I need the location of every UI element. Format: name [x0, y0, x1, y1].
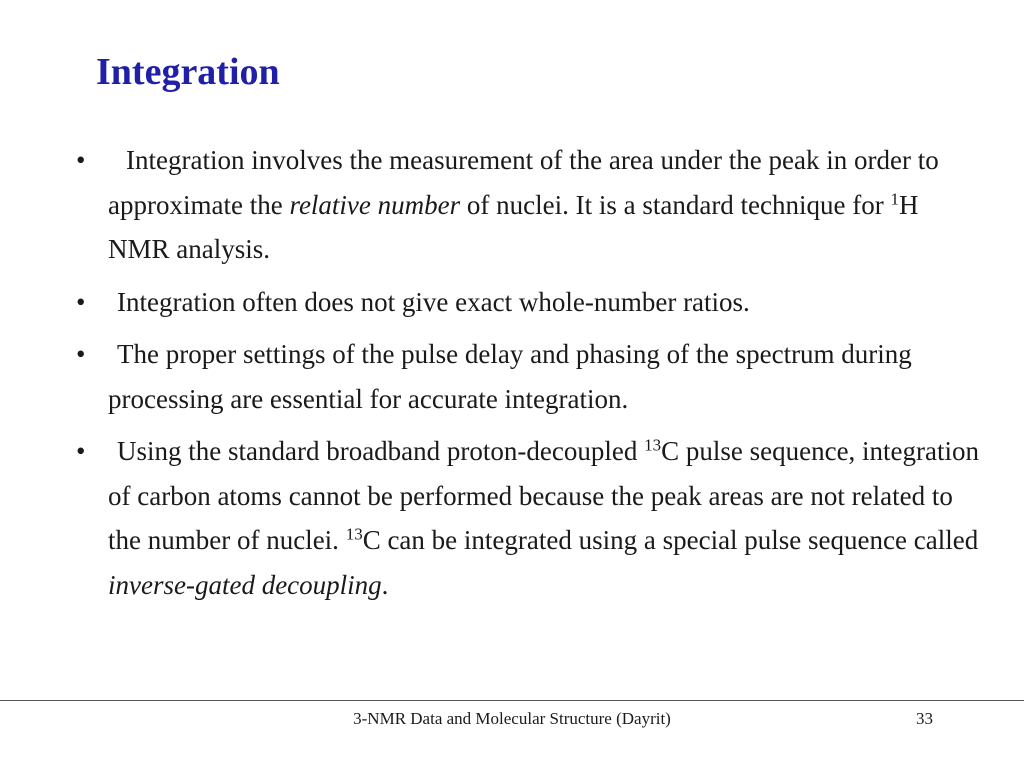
footer-text: 3-NMR Data and Molecular Structure (Dayrit)	[353, 709, 671, 728]
bullet-text: H NMR analysis.	[108, 189, 919, 264]
bullet-text: C can be integrated using a special pulse sequence called	[362, 525, 979, 555]
slide-title: Integration	[96, 51, 280, 93]
bullet-text: of nuclei. It is a standard technique for	[460, 189, 891, 220]
emphasis-text: inverse-gated decoupling	[108, 569, 382, 600]
bullet-marker: •	[76, 339, 86, 369]
bullet-item	[76, 332, 986, 421]
bullet-list	[76, 138, 986, 615]
bullet-text: Integration involves the measurement of the area under the peak in order to approximate the	[108, 145, 939, 220]
page-number: 33	[916, 709, 933, 728]
bullet-marker: •	[76, 145, 86, 175]
bullet-text: Integration often does not give exact whole-number ratios.	[117, 286, 750, 317]
footer-divider	[0, 700, 1024, 701]
bullet-text: .	[381, 569, 389, 600]
superscript: 13	[644, 435, 662, 455]
bullet-text: C pulse sequence, integration of carbon atoms cannot be performed because the peak areas are not related to the number of nuclei.	[108, 436, 980, 555]
bullet-text: Using the standard broadband proton-decoupled	[117, 436, 645, 466]
bullet-marker: •	[76, 436, 86, 466]
superscript: 1	[890, 189, 899, 209]
superscript: 13	[345, 524, 363, 544]
bullet-item	[76, 280, 986, 325]
bullet-marker: •	[76, 286, 86, 317]
emphasis-text: relative number	[289, 189, 461, 220]
bullet-text: The proper settings of the pulse delay and phasing of the spectrum during processing are essential for accurate integration.	[108, 339, 912, 414]
bullet-item	[76, 138, 986, 272]
bullet-item	[76, 429, 986, 607]
